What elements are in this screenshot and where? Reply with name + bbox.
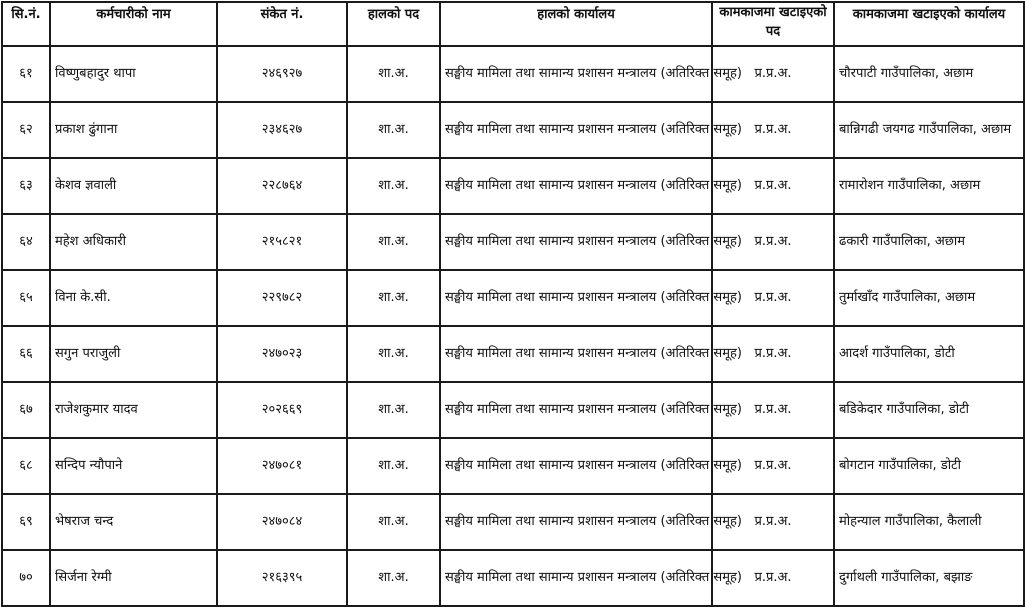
cell-deputed-office: बोगटान गाउँपालिका, डोटी	[834, 438, 1024, 494]
header-row	[2, 2, 1024, 46]
cell-deputed-office: बान्निगढी जयगढ गाउँपालिका, अछाम	[834, 102, 1024, 158]
cell-current-post: शा.अ.	[347, 494, 440, 550]
cell-deputed-office: रामारोशन गाउँपालिका, अछाम	[834, 158, 1024, 214]
cell-deputed-post: प्र.प्र.अ.	[712, 494, 834, 550]
cell-deputed-post: प्र.प्र.अ.	[712, 270, 834, 326]
cell-employee-name: सगुन पराजुली	[50, 326, 217, 382]
cell-serial: ६७	[2, 382, 50, 438]
header-current-post: हालको पद	[347, 2, 440, 46]
cell-employee-name: केशव ज्ञवाली	[50, 158, 217, 214]
cell-serial: ६४	[2, 214, 50, 270]
cell-employee-name: राजेशकुमार यादव	[50, 382, 217, 438]
cell-deputed-office: ढकारी गाउँपालिका, अछाम	[834, 214, 1024, 270]
cell-deputed-post: प्र.प्र.अ.	[712, 102, 834, 158]
cell-deputed-post: प्र.प्र.अ.	[712, 438, 834, 494]
header-deputed-office: कामकाजमा खटाइएको कार्यालय	[834, 2, 1024, 46]
table-row	[2, 382, 1024, 438]
cell-code-number: २४७०८४	[217, 494, 347, 550]
cell-deputed-post: प्र.प्र.अ.	[712, 158, 834, 214]
cell-current-post: शा.अ.	[347, 326, 440, 382]
table-row	[2, 270, 1024, 326]
header-employee-name: कर्मचारीको नाम	[50, 2, 217, 46]
cell-current-office: सङ्घीय मामिला तथा सामान्य प्रशासन मन्त्रालय (अतिरिक्त समूह)	[440, 46, 712, 102]
cell-deputed-office: आदर्श गाउँपालिका, डोटी	[834, 326, 1024, 382]
deputation-table	[1, 1, 1025, 607]
cell-current-office: सङ्घीय मामिला तथा सामान्य प्रशासन मन्त्रालय (अतिरिक्त समूह)	[440, 438, 712, 494]
cell-employee-name: सिर्जना रेग्मी	[50, 550, 217, 606]
table-row	[2, 214, 1024, 270]
cell-deputed-office: बडिकेदार गाउँपालिका, डोटी	[834, 382, 1024, 438]
cell-employee-name: महेश अधिकारी	[50, 214, 217, 270]
cell-deputed-post: प्र.प्र.अ.	[712, 214, 834, 270]
cell-current-office: सङ्घीय मामिला तथा सामान्य प्रशासन मन्त्रालय (अतिरिक्त समूह)	[440, 158, 712, 214]
header-code-number: संकेत नं.	[217, 2, 347, 46]
table-row	[2, 46, 1024, 102]
cell-code-number: २१६३९५	[217, 550, 347, 606]
cell-deputed-post: प्र.प्र.अ.	[712, 382, 834, 438]
table-row	[2, 550, 1024, 606]
cell-code-number: २०२६६९	[217, 382, 347, 438]
cell-code-number: २२८७६४	[217, 158, 347, 214]
cell-employee-name: सन्दिप न्यौपाने	[50, 438, 217, 494]
cell-serial: ६१	[2, 46, 50, 102]
cell-current-post: शा.अ.	[347, 102, 440, 158]
cell-code-number: २२९७८२	[217, 270, 347, 326]
cell-current-office: सङ्घीय मामिला तथा सामान्य प्रशासन मन्त्रालय (अतिरिक्त समूह)	[440, 550, 712, 606]
table-row	[2, 102, 1024, 158]
cell-current-office: सङ्घीय मामिला तथा सामान्य प्रशासन मन्त्रालय (अतिरिक्त समूह)	[440, 102, 712, 158]
cell-current-post: शा.अ.	[347, 382, 440, 438]
cell-current-post: शा.अ.	[347, 158, 440, 214]
cell-current-post: शा.अ.	[347, 214, 440, 270]
cell-deputed-office: चौरपाटी गाउँपालिका, अछाम	[834, 46, 1024, 102]
cell-code-number: २३४६२७	[217, 102, 347, 158]
cell-code-number: २४७०२३	[217, 326, 347, 382]
table-header	[2, 2, 1024, 46]
table-row	[2, 438, 1024, 494]
cell-current-office: सङ्घीय मामिला तथा सामान्य प्रशासन मन्त्रालय (अतिरिक्त समूह)	[440, 326, 712, 382]
cell-serial: ६३	[2, 158, 50, 214]
cell-deputed-office: तुर्माखाँद गाउँपालिका, अछाम	[834, 270, 1024, 326]
cell-current-office: सङ्घीय मामिला तथा सामान्य प्रशासन मन्त्रालय (अतिरिक्त समूह)	[440, 382, 712, 438]
cell-employee-name: भेषराज चन्द	[50, 494, 217, 550]
cell-deputed-post: प्र.प्र.अ.	[712, 550, 834, 606]
cell-deputed-post: प्र.प्र.अ.	[712, 46, 834, 102]
cell-serial: ६५	[2, 270, 50, 326]
cell-code-number: २४७०८१	[217, 438, 347, 494]
cell-current-post: शा.अ.	[347, 550, 440, 606]
cell-serial: ७०	[2, 550, 50, 606]
cell-deputed-office: दुर्गाथली गाउँपालिका, बझाङ	[834, 550, 1024, 606]
cell-deputed-office: मोहन्याल गाउँपालिका, कैलाली	[834, 494, 1024, 550]
cell-serial: ६८	[2, 438, 50, 494]
cell-current-office: सङ्घीय मामिला तथा सामान्य प्रशासन मन्त्रालय (अतिरिक्त समूह)	[440, 494, 712, 550]
header-serial: सि.नं.	[2, 2, 50, 46]
cell-serial: ६९	[2, 494, 50, 550]
cell-employee-name: प्रकाश ढुंगाना	[50, 102, 217, 158]
cell-employee-name: विना के.सी.	[50, 270, 217, 326]
cell-code-number: २४६९२७	[217, 46, 347, 102]
cell-current-post: शा.अ.	[347, 270, 440, 326]
cell-current-post: शा.अ.	[347, 438, 440, 494]
cell-current-post: शा.अ.	[347, 46, 440, 102]
table-row	[2, 326, 1024, 382]
cell-serial: ६२	[2, 102, 50, 158]
table-row	[2, 494, 1024, 550]
cell-serial: ६६	[2, 326, 50, 382]
cell-code-number: २१५८२१	[217, 214, 347, 270]
header-deputed-post: कामकाजमा खटाइएको पद	[712, 2, 834, 46]
table-body	[2, 46, 1024, 606]
table-row	[2, 158, 1024, 214]
cell-employee-name: विष्णुबहादुर थापा	[50, 46, 217, 102]
cell-deputed-post: प्र.प्र.अ.	[712, 326, 834, 382]
cell-current-office: सङ्घीय मामिला तथा सामान्य प्रशासन मन्त्रालय (अतिरिक्त समूह)	[440, 214, 712, 270]
header-current-office: हालको कार्यालय	[440, 2, 712, 46]
cell-current-office: सङ्घीय मामिला तथा सामान्य प्रशासन मन्त्रालय (अतिरिक्त समूह)	[440, 270, 712, 326]
